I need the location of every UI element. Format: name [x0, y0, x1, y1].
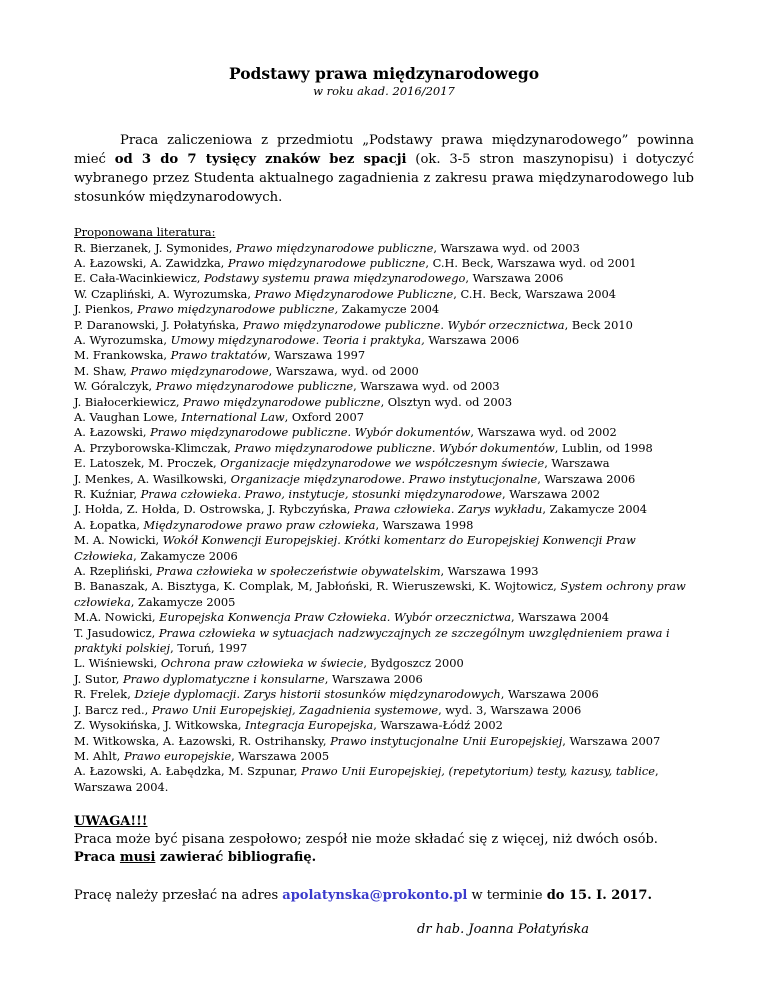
literature-item: [74, 441, 694, 456]
literature-title: Prawa człowieka. Prawo, instytucje, stosunki międzynarodowe: [140, 487, 503, 501]
literature-title: Prawo międzynarodowe publiczne. Wybór dokumentów: [234, 440, 555, 455]
literature-item: [74, 410, 694, 425]
literature-publication: , Warszawa 1998: [375, 517, 474, 532]
literature-authors: R. Kuźniar,: [74, 487, 141, 501]
literature-publication: , Warszawa 2007: [562, 733, 661, 748]
literature-title: Prawo międzynarodowe publiczne: [235, 240, 434, 255]
literature-publication: , Warszawa 1997: [267, 348, 366, 363]
literature-title: Prawa człowieka w społeczeństwie obywatelskim: [156, 564, 441, 579]
literature-item: [74, 579, 694, 610]
literature-authors: A. Łazowski, A. Łabędzka, M. Szpunar,: [74, 764, 302, 779]
literature-title: Prawa człowieka w sytuacjach nadzwyczajnych ze szczególnym uwzględnieniem prawa i praktyki polskiej: [74, 625, 670, 656]
literature-authors: J. Menkes, A. Wasilkowski,: [74, 471, 231, 486]
literature-title: Prawo europejskie: [123, 748, 232, 763]
literature-authors: L. Wiśniewski,: [74, 656, 161, 671]
literature-title: Prawo międzynarodowe publiczne. Wybór orzecznictwa: [242, 317, 565, 332]
literature-authors: M. Frankowska,: [74, 348, 171, 363]
literature-item: [74, 425, 694, 440]
literature-authors: E. Latoszek, M. Proczek,: [74, 456, 221, 471]
literature-title: Prawa człowieka. Zarys wykładu: [354, 502, 543, 517]
literature-title: Integracja Europejska: [245, 718, 374, 733]
literature-authors: A. Łazowski,: [74, 425, 151, 440]
literature-publication: , Warszawa 2006: [500, 687, 599, 702]
literature-title: Umowy międzynarodowe. Teoria i praktyka,: [170, 332, 425, 347]
literature-authors: M. Shaw,: [74, 363, 131, 378]
literature-publication: , Warszawa 2004.: [74, 764, 659, 794]
literature-authors: R. Frelek,: [74, 687, 135, 702]
document-subtitle: w roku akad. 2016/2017: [313, 84, 455, 98]
literature-authors: M.A. Nowicki,: [74, 610, 160, 625]
literature-publication: , Warszawa-Łódź 2002: [373, 718, 503, 733]
literature-publication: , wyd. 3, Warszawa 2006: [438, 702, 582, 717]
literature-title: Dzieje dyplomacji. Zarys historii stosunków międzynarodowych: [134, 687, 501, 702]
literature-item: [74, 333, 694, 348]
literature-publication: , Toruń, 1997: [170, 641, 248, 656]
literature-authors: B. Banaszak, A. Bisztyga, K. Complak, M, Jabłoński, R. Wieruszewski, K. Wojtowicz,: [74, 579, 561, 594]
send-middle: w terminie: [467, 888, 547, 904]
literature-publication: , Warszawa wyd. od 2002: [470, 425, 617, 440]
intro-bold-text: od 3 do 7 tysięcy znaków bez spacji: [114, 152, 407, 167]
literature-title: Prawo międzynarodowe publiczne: [155, 379, 354, 394]
literature-publication: , Warszawa 2005: [231, 748, 330, 763]
literature-authors: A. Łazowski, A. Zawidzka,: [74, 255, 228, 270]
literature-authors: J. Sutor,: [74, 671, 123, 686]
literature-item: [74, 395, 694, 410]
literature-authors: M. Ahlt,: [74, 748, 124, 763]
email-link[interactable]: apolatynska@prokonto.pl: [282, 888, 468, 904]
literature-publication: , Zakamycze 2005: [130, 594, 236, 609]
literature-publication: , Bydgoszcz 2000: [363, 656, 464, 671]
intro-paragraph: [74, 131, 694, 207]
literature-title: Ochrona praw człowieka w świecie: [160, 656, 364, 671]
literature-publication: , Warszawa 1993: [440, 564, 539, 579]
literature-authors: T. Jasudowicz,: [74, 625, 159, 640]
literature-title: Wokół Konwencji Europejskiej. Krótki komentarz do Europejskiej Konwencji Praw Człowieka: [74, 533, 636, 563]
warning-bib-underlined: musi: [119, 850, 156, 866]
literature-title: Międzynarodowe prawo praw człowieka: [143, 517, 376, 532]
literature-item: [74, 302, 694, 317]
literature-item: [74, 656, 694, 671]
literature-heading: Proponowana literatura:: [74, 225, 216, 239]
intro-text-2: (ok. 3-5 stron maszynopisu) i dotyczyć wybranego przez Studenta aktualnego zagadnienia z zakresu prawa międzynarodowego lub stosunków międzynarodowych.: [74, 152, 694, 205]
literature-item: [74, 271, 694, 286]
literature-publication: , Warszawa 2004: [510, 610, 609, 625]
literature-item: [74, 318, 694, 333]
warning-text: Praca może być pisana zespołowo; zespół nie może składać się z więcej, niż dwóch osób.: [74, 832, 658, 848]
literature-publication: Warszawa 2006: [424, 332, 520, 347]
literature-title: Prawo instytucjonalne Unii Europejskiej: [330, 733, 563, 748]
literature-title: Organizacje międzynarodowe we współczesnym świecie: [220, 456, 545, 471]
literature-item: [74, 379, 694, 394]
literature-item: [74, 348, 694, 363]
literature-title: Podstawy systemu prawa międzynarodowego: [203, 271, 466, 286]
literature-item: [74, 687, 694, 702]
literature-title: Organizacje międzynarodowe. Prawo instytucjonalne: [230, 471, 538, 486]
warning-bib-2: zawierać bibliografię.: [155, 850, 317, 866]
literature-publication: , Warszawa wyd. od 2003: [433, 240, 580, 255]
literature-item: [74, 518, 694, 533]
literature-publication: , Olsztyn wyd. od 2003: [380, 394, 513, 409]
literature-authors: P. Daranowski, J. Połatyńska,: [74, 317, 243, 332]
literature-item: [74, 764, 694, 795]
literature-title: Prawo międzynarodowe publiczne,: [137, 302, 339, 317]
literature-title: Prawo międzynarodowe publiczne: [183, 394, 381, 409]
literature-item: [74, 533, 694, 564]
literature-authors: E. Cała-Wacinkiewicz,: [74, 271, 204, 286]
literature-item: [74, 672, 694, 687]
literature-list: [74, 241, 694, 796]
warning-bib-1: Praca: [74, 850, 120, 866]
literature-item: [74, 241, 694, 256]
literature-title: Prawo traktatów: [170, 348, 268, 363]
deadline: do 15. I. 2017.: [546, 888, 652, 904]
literature-publication: , Warszawa: [544, 456, 610, 471]
literature-item: [74, 287, 694, 302]
literature-publication: , Warszawa, wyd. od 2000: [268, 363, 419, 378]
literature-item: [74, 472, 694, 487]
warning-bibliography: [74, 849, 694, 867]
literature-publication: , Warszawa 2002: [502, 487, 601, 501]
literature-authors: W. Czapliński, A. Wyrozumska,: [74, 286, 255, 301]
literature-authors: M. A. Nowicki,: [74, 533, 163, 548]
literature-publication: , Warszawa 2006: [465, 271, 564, 286]
literature-publication: , Warszawa wyd. od 2003: [353, 379, 500, 394]
literature-title: Prawo międzynarodowe publiczne: [227, 255, 426, 270]
literature-item: [74, 364, 694, 379]
literature-publication: , Zakamycze 2004: [542, 502, 647, 517]
literature-authors: A. Przyborowska-Klimczak,: [74, 440, 235, 455]
literature-title: Prawo Unii Europejskiej, Zagadnienia systemowe: [151, 702, 439, 717]
literature-authors: J. Barcz red.,: [74, 702, 152, 717]
literature-publication: , Zakamycze 2006: [133, 548, 238, 563]
literature-item: [74, 718, 694, 733]
literature-authors: Z. Wysokińska, J. Witkowska,: [74, 718, 246, 733]
literature-publication: , Lublin, od 1998: [554, 440, 653, 455]
intro-text-1: Praca zaliczeniowa z przedmiotu „Podstawy prawa międzynarodowego” powinna mieć: [74, 133, 694, 167]
document-page: [74, 64, 694, 939]
literature-title: Prawo międzynarodowe publiczne. Wybór dokumentów: [150, 425, 471, 440]
literature-authors: A. Łopatka,: [74, 517, 144, 532]
literature-item: [74, 564, 694, 579]
literature-authors: A. Wyrozumska,: [74, 332, 171, 347]
literature-authors: M. Witkowska, A. Łazowski, R. Ostrihansky,: [74, 733, 331, 748]
literature-publication: , C.H. Beck, Warszawa 2004: [453, 286, 616, 301]
literature-item: [74, 610, 694, 625]
literature-publication: Zakamycze 2004: [338, 302, 440, 317]
literature-authors: A. Rzepliński,: [74, 564, 157, 579]
literature-item: [74, 703, 694, 718]
literature-publication: , Warszawa 2006: [324, 671, 423, 686]
literature-authors: A. Vaughan Lowe,: [74, 409, 182, 424]
warning-heading: UWAGA!!!: [74, 814, 148, 830]
literature-title: Prawo Międzynarodowe Publiczne: [254, 286, 454, 301]
literature-authors: J. Hołda, Z. Hołda, D. Ostrowska, J. Rybczyńska,: [74, 502, 355, 517]
literature-item: [74, 487, 694, 502]
literature-authors: W. Góralczyk,: [74, 379, 156, 394]
literature-item: [74, 749, 694, 764]
send-prefix: Pracę należy przesłać na adres: [74, 888, 283, 904]
literature-title: Prawo Unii Europejskiej, (repetytorium) testy, kazusy, tablice: [301, 764, 655, 779]
signature: dr hab. Joanna Połatyńska: [417, 922, 590, 938]
literature-publication: , Oxford 2007: [284, 409, 365, 424]
literature-title: Prawo międzynarodowe: [130, 363, 269, 378]
literature-title: International Law: [181, 409, 285, 424]
literature-title: Europejska Konwencja Praw Człowieka. Wybór orzecznictwa: [159, 610, 511, 625]
literature-item: [74, 502, 694, 517]
literature-item: [74, 256, 694, 271]
literature-authors: J. Białocerkiewicz,: [74, 394, 184, 409]
submission-instructions: [74, 887, 694, 905]
literature-title: System ochrony praw człowieka: [74, 579, 686, 609]
literature-authors: R. Bierzanek, J. Symonides,: [74, 240, 236, 255]
literature-publication: , C.H. Beck, Warszawa wyd. od 2001: [425, 255, 637, 270]
document-title: Podstawy prawa międzynarodowego: [228, 64, 540, 83]
literature-publication: , Warszawa 2006: [537, 471, 636, 486]
literature-title: Prawo dyplomatyczne i konsularne: [122, 671, 325, 686]
literature-authors: J. Pienkos,: [74, 302, 138, 317]
literature-item: [74, 626, 694, 657]
literature-item: [74, 734, 694, 749]
literature-publication: , Beck 2010: [564, 317, 633, 332]
literature-item: [74, 456, 694, 471]
